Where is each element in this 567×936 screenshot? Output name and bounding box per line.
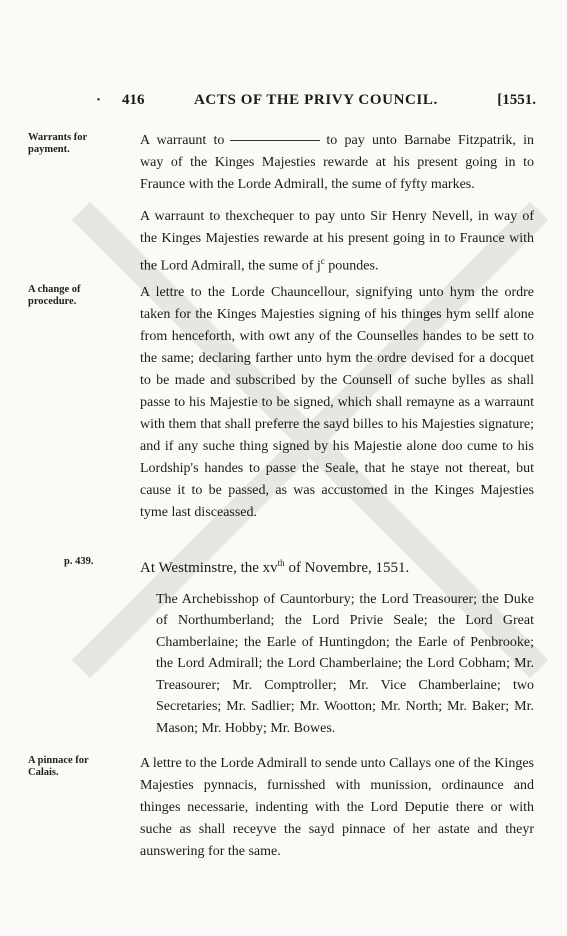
entry-letter-chancellor: [28, 282, 534, 524]
entry-warrant-nevell: [140, 206, 534, 278]
entry-text: [140, 206, 534, 278]
meeting-heading: [140, 552, 534, 579]
heading-text-start: At Westminstre, the xv: [140, 559, 278, 576]
running-header: [96, 92, 536, 114]
heading-text-end: of Novembre, 1551.: [284, 559, 410, 576]
marginal-note: A pinnace for Calais.: [28, 755, 89, 779]
entry-text-rest: to pay unto Barnabe Fitzpatrik, in way of the Kinges Majesties rewarde at his present going in to Fraunce with the Lorde Admirall, the sume of fyfty markes.: [140, 133, 534, 192]
header-dot: ·: [96, 92, 102, 108]
attendance-list: The Archebisshop of Cauntorbury; the Lord Treasourer; the Duke of Northumberland; the Lord Privie Seale; the Lord Great Chamberlaine; the Earle of Huntingdon; the Earle of Penbrooke; the Lord Admirall; the Lord Chamberlaine; the Lord Cobham; Mr. Treasourer; Mr. Comptroller; Mr. Vice Chamberlaine; two Secretaries; Mr. Sadlier; Mr. Wootton; Mr. North; Mr. Baker; Mr. Mason; Mr. Hobby; Mr. Bowes.: [156, 591, 534, 736]
page-body: [0, 130, 567, 863]
meeting-section: [64, 552, 534, 740]
entry-text-tail: poundes.: [324, 258, 379, 274]
entry-warrant-fitzpatrik: [28, 130, 534, 196]
running-year: [1551.: [497, 92, 536, 108]
entry-text: A lettre to the Lorde Admirall to sende unto Callays one of the Kinges Majesties pynnacis, furnisshed with munission, ordinaunce and thinges necessarie, indenting with the Lord Deputie there or with suche as shall receyve the sayd pinnace of her astate and theyr aunswering for the same.: [140, 756, 534, 860]
blank-line: [230, 140, 320, 141]
running-title: ACTS OF THE PRIVY COUNCIL.: [194, 92, 438, 108]
heading-superscript: th: [277, 557, 285, 568]
marginal-note: A change of procedure.: [28, 283, 81, 307]
page-reference: p. 439.: [64, 555, 94, 567]
entry-text: [140, 130, 534, 196]
entry-text: A lettre to the Lorde Chauncellour, signifying unto hym the ordre taken for the Kinges Majesties signing of his thinges hym sellf alone from henceforth, with owt any of the Counselles handes to be sett to the same; declaring farther unto hym the ordre devised for a docquet to be made and subscribed by the Counsell of suche bylles as shall passe to his Majestie to be signed, which shall remayne as a warraunt with them that shall preferre the sayd billes to his Majesties signature; and if any suche thing signed by his Majestie alone doo cume to his Lordship's handes to passe the Seale, that he staye not thereat, but cause it to be passed, as was accustomed in the Kinges Majesties tyme last disceassed.: [140, 284, 534, 520]
entry-pinnace-calais: [28, 753, 534, 863]
entry-text-start: A warraunt to: [140, 133, 225, 148]
marginal-note: Warrants for payment.: [28, 132, 88, 155]
superscript: c: [320, 256, 325, 266]
entry-text-main: A warraunt to thexchequer to pay unto Sir Henry Nevell, in way of the Kinges Majesties rewarde at his present going in to Fraunce with the Lord Admirall, the sume of j: [140, 209, 534, 274]
page-number: 416: [122, 92, 145, 108]
